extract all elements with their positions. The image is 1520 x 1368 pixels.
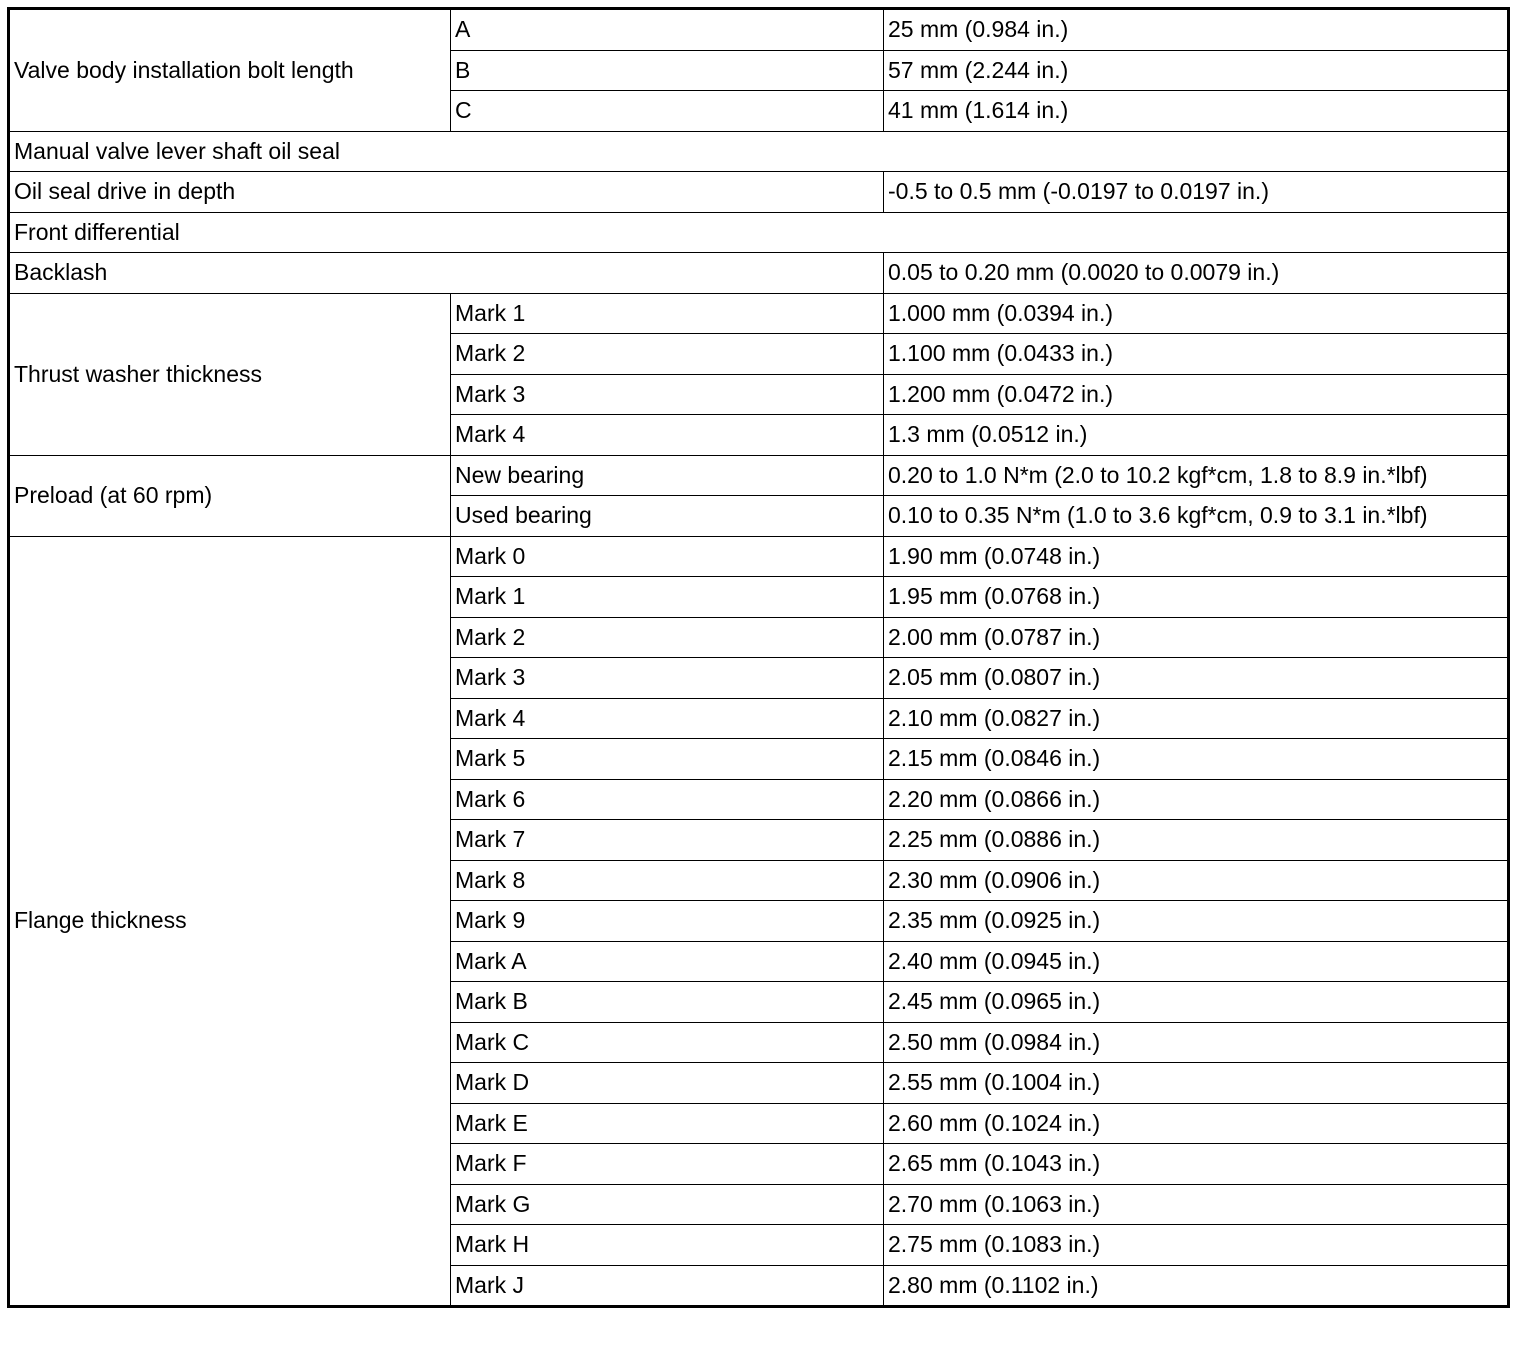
row-key: C xyxy=(451,91,884,132)
table-row xyxy=(9,293,1509,334)
spec-table-body xyxy=(9,9,1509,1307)
row-value: 2.65 mm (0.1043 in.) xyxy=(884,1144,1509,1185)
spec-table xyxy=(7,7,1510,1308)
table-row xyxy=(9,212,1509,253)
row-key: Mark 3 xyxy=(451,658,884,699)
row-value: 1.200 mm (0.0472 in.) xyxy=(884,374,1509,415)
row-value: 0.10 to 0.35 N*m (1.0 to 3.6 kgf*cm, 0.9 to 3.1 in.*lbf) xyxy=(884,496,1509,537)
row-value: 2.45 mm (0.0965 in.) xyxy=(884,982,1509,1023)
table-row xyxy=(9,536,1509,577)
row-value: 0.20 to 1.0 N*m (2.0 to 10.2 kgf*cm, 1.8 to 8.9 in.*lbf) xyxy=(884,455,1509,496)
row-key: Mark G xyxy=(451,1184,884,1225)
row-key: Mark 2 xyxy=(451,334,884,375)
row-key: Mark A xyxy=(451,941,884,982)
backlash-label: Backlash xyxy=(9,253,884,294)
row-value: 2.35 mm (0.0925 in.) xyxy=(884,901,1509,942)
oil-seal-depth-label: Oil seal drive in depth xyxy=(9,172,884,213)
row-key: Mark 5 xyxy=(451,739,884,780)
row-key: Mark D xyxy=(451,1063,884,1104)
row-value: 1.95 mm (0.0768 in.) xyxy=(884,577,1509,618)
row-value: 2.60 mm (0.1024 in.) xyxy=(884,1103,1509,1144)
row-value: 2.40 mm (0.0945 in.) xyxy=(884,941,1509,982)
oil-seal-depth-value: -0.5 to 0.5 mm (-0.0197 to 0.0197 in.) xyxy=(884,172,1509,213)
backlash-value: 0.05 to 0.20 mm (0.0020 to 0.0079 in.) xyxy=(884,253,1509,294)
group-label-thrust-washer: Thrust washer thickness xyxy=(9,293,451,455)
row-key: Mark H xyxy=(451,1225,884,1266)
row-value: 2.30 mm (0.0906 in.) xyxy=(884,860,1509,901)
row-key: Mark 1 xyxy=(451,577,884,618)
row-key: Mark F xyxy=(451,1144,884,1185)
group-label-valve-body-bolt: Valve body installation bolt length xyxy=(9,9,451,132)
row-key: Mark 7 xyxy=(451,820,884,861)
row-key: Used bearing xyxy=(451,496,884,537)
row-value: 1.100 mm (0.0433 in.) xyxy=(884,334,1509,375)
row-value: 2.50 mm (0.0984 in.) xyxy=(884,1022,1509,1063)
row-key: Mark 2 xyxy=(451,617,884,658)
row-value: 2.05 mm (0.0807 in.) xyxy=(884,658,1509,699)
row-key: A xyxy=(451,9,884,51)
table-row xyxy=(9,455,1509,496)
row-value: 1.000 mm (0.0394 in.) xyxy=(884,293,1509,334)
row-key: B xyxy=(451,50,884,91)
row-key: Mark 8 xyxy=(451,860,884,901)
table-row xyxy=(9,253,1509,294)
row-value: 1.3 mm (0.0512 in.) xyxy=(884,415,1509,456)
group-label-preload: Preload (at 60 rpm) xyxy=(9,455,451,536)
row-value: 2.25 mm (0.0886 in.) xyxy=(884,820,1509,861)
row-key: Mark 3 xyxy=(451,374,884,415)
table-row xyxy=(9,172,1509,213)
row-key: Mark 4 xyxy=(451,415,884,456)
row-value: 2.75 mm (0.1083 in.) xyxy=(884,1225,1509,1266)
row-key: Mark C xyxy=(451,1022,884,1063)
section-header-front-differential: Front differential xyxy=(9,212,1509,253)
table-row xyxy=(9,9,1509,51)
row-value: 2.10 mm (0.0827 in.) xyxy=(884,698,1509,739)
row-key: Mark 1 xyxy=(451,293,884,334)
row-value: 57 mm (2.244 in.) xyxy=(884,50,1509,91)
row-value: 2.20 mm (0.0866 in.) xyxy=(884,779,1509,820)
table-row xyxy=(9,131,1509,172)
row-key: Mark J xyxy=(451,1265,884,1307)
row-key: Mark 9 xyxy=(451,901,884,942)
row-value: 2.15 mm (0.0846 in.) xyxy=(884,739,1509,780)
row-key: Mark E xyxy=(451,1103,884,1144)
row-key: Mark B xyxy=(451,982,884,1023)
row-value: 2.55 mm (0.1004 in.) xyxy=(884,1063,1509,1104)
group-label-flange: Flange thickness xyxy=(9,536,451,1307)
row-value: 2.70 mm (0.1063 in.) xyxy=(884,1184,1509,1225)
row-key: Mark 6 xyxy=(451,779,884,820)
row-value: 25 mm (0.984 in.) xyxy=(884,9,1509,51)
row-key: Mark 0 xyxy=(451,536,884,577)
row-value: 41 mm (1.614 in.) xyxy=(884,91,1509,132)
row-value: 2.80 mm (0.1102 in.) xyxy=(884,1265,1509,1307)
row-key: New bearing xyxy=(451,455,884,496)
row-value: 2.00 mm (0.0787 in.) xyxy=(884,617,1509,658)
row-value: 1.90 mm (0.0748 in.) xyxy=(884,536,1509,577)
section-header-manual-valve: Manual valve lever shaft oil seal xyxy=(9,131,1509,172)
row-key: Mark 4 xyxy=(451,698,884,739)
